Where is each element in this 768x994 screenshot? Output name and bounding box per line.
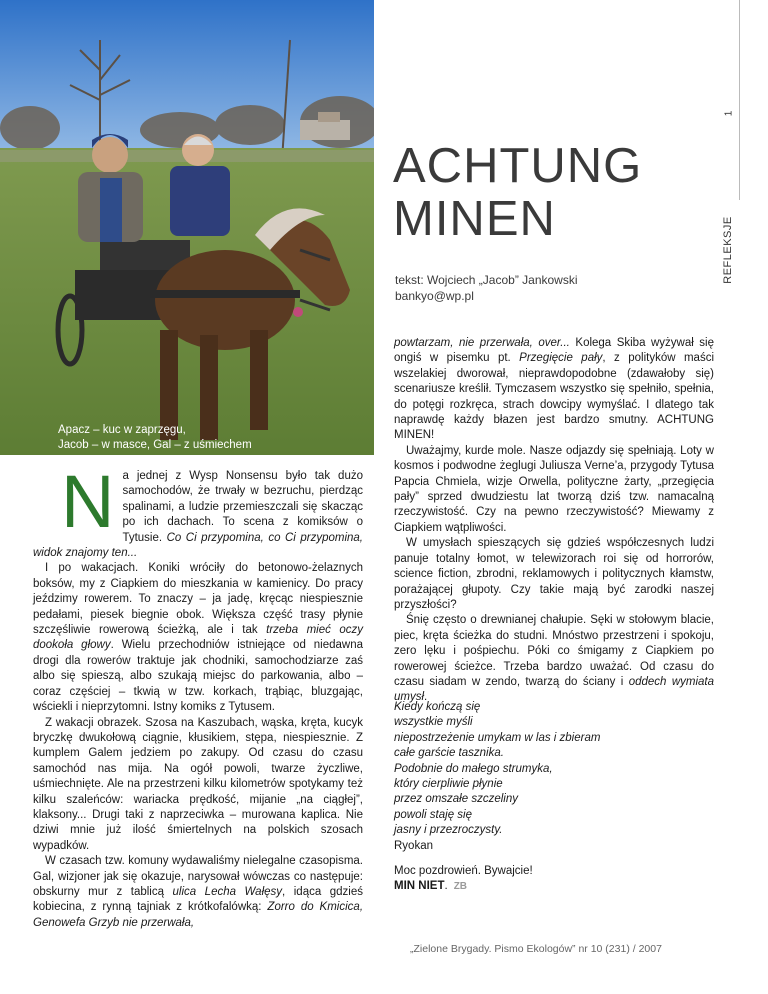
closing [394, 864, 694, 895]
poem-line: jasny i przezroczysty. [394, 824, 503, 837]
title-line: ACHTUNG [393, 139, 643, 193]
article-photo [0, 0, 374, 455]
paragraph-text: , z polityków maści wszelakiej dworował, nieprawdopodobne (zdawałoby się) scenariusze kreślił. Tymczasem wszystko się spełniło, spełnia, do potęgi rozkręca, strach dowcipy wymyślać. I dlatego tak naprawdę każdy błazen jest bardzo smutny. ACHTUNG MINEN! [394, 352, 715, 442]
caption-line: Apacz – kuc w zaprzęgu, [58, 424, 186, 436]
paragraph-text: I po wakacjach. Koniki wróciły do betonowo-żelaznych boksów, my z Ciapkiem do mieszkania w kamienicy. Do pracy jeździmy rowerem. To znaczy – ja jadę, kręcąc niespiesznie pedałami, piesek biegnie obok. Większa część trasy płynie szczęśliwie rowerową ścieżką, ale i tak [33, 562, 363, 637]
closing-greeting: Moc pozdrowień. Bywajcie! [394, 865, 533, 877]
drop-cap: N [61, 460, 115, 543]
paragraph-italic: oddech wymiata umysł [394, 675, 714, 704]
author-email: bankyo@wp.pl [395, 289, 474, 303]
poem-line: Kiedy kończą się [394, 701, 481, 713]
body-column-right [394, 336, 714, 706]
paragraph-text: , idąca gdzieś kobiecina, z rynną tajniak z krótkofalówką: [33, 885, 363, 914]
paragraph-italic: Co Ci przypomina, co Ci przypomina, widok znajomy ten... [33, 531, 363, 560]
paragraph [33, 460, 363, 561]
author: tekst: Wojciech „Jacob” Jankowski [395, 273, 578, 287]
paragraph-italic: ulica Lecha Wałęsy [172, 885, 283, 898]
paragraph-italic: Przegięcie pały [519, 352, 603, 365]
poem [394, 700, 694, 854]
poem-author: Ryokan [394, 839, 433, 852]
caption-line: Jacob – w masce, Gal – z uśmiechem [58, 439, 252, 451]
paragraph-italic: powtarzam, nie przerwała, over... [394, 337, 570, 349]
byline [395, 272, 578, 304]
paragraph-text: a jednej z Wysp Nonsensu było tak dużo samochodów, że trwały w bezruchu, pierdząc spalinami, a ludzie przemieszczali się skacząc po ich dachach. To scena z komiksów o Tytusie. [122, 470, 363, 544]
end-mark-icon: ZB [453, 881, 468, 893]
poem-line: wszystkie myśli [394, 716, 473, 729]
closing-period: . [444, 880, 448, 893]
closing-signoff-line [394, 879, 694, 894]
poem-line: przez omszałe szczeliny [394, 793, 518, 806]
poem-line: Podobnie do małego strumyka, [394, 762, 553, 775]
paragraph-text: Śnię często o drewnianej chałupie. Sęki w stołowym blacie, piec, kręta ścieżka do studni. Mnóstwo przestrzeni i spokoju, zero lęku i pośpiechu. Póki co śmigamy z Ciapkiem po rowerowej ścieżce. Trzeba bardzo uważać. Od czasu do czasu siadam w zendo, twarzą do ściany i [394, 614, 714, 688]
article-title [393, 140, 713, 246]
paragraph [33, 716, 363, 855]
paragraph [394, 613, 714, 705]
paragraph [394, 536, 714, 613]
title-line: MINEN [393, 192, 556, 246]
paragraph [33, 561, 363, 715]
paragraph-italic: trzeba mieć oczy dookoła głowy [33, 624, 364, 652]
body-column-left [33, 460, 364, 931]
paragraph-text: W czasach tzw. komuny wydawaliśmy nielegalne czasopisma. Gal, wizjoner jak się okazuje, narysował wówczas co następuje: obskurny mur z tablicą [33, 855, 363, 898]
paragraph [394, 336, 714, 444]
paragraph [33, 854, 363, 931]
page-number: 1 [723, 110, 735, 117]
poem-line: całe garście tasznika. [394, 747, 504, 760]
closing-signoff: MIN NIET [394, 880, 445, 893]
paragraph-text: . Wielu przechodniów istniejące od niedawna drogi dla rowerów traktuje jak chodniki, samochodziarze zaś albo się spieszą, albo szukają miejsc do parkowania, albo – coraz częściej – tkwią w tzw. korkach, trąbiąc, bluzgając, wściekli i nieprzytomni. Istny komiks z Tytusem. [33, 639, 363, 714]
paragraph-italic: Zorro do Kmicica, Genowefa Grzyb nie przerwała, [33, 901, 364, 929]
paragraph-text: W umysłach spieszących się gdzieś współczesnych ludzi panuje totalny łomot, w telewizorach roi się od horrorów, science fiction, zbrodni, reklamowych i politycznych kłamstw, porażającej głupoty. Czy takie mają być zarodki naszej przyszłości? [394, 537, 714, 611]
paragraph-text: Uważajmy, kurde mole. Nasze odjazdy się spełniają. Loty w kosmos i podwodne żeglugi Juliusza Verne’a, przygody Tytusa Papcia Chmiela, wizje Orwella, polityczne żarty, „przegięcia pały” sprzed dwudziestu lat tworzą dziś tzw. namacalną rzeczywistość. Czy na pewno rzeczywistość? Miewamy z Ciapkiem wątpliwości. [394, 444, 714, 534]
paragraph-text: Z wakacji obrazek. Szosa na Kaszubach, wąska, kręta, kucyk bryczkę dwukołową ciągnie, kłusikiem, stępa, niespiesznie. Z kumplem Galem jedziem po zakupy. Od czasu do czasu samochód nas mija. Na ogół powoli, twarze życzliwe, uśmiechnięte. Ale na przestrzeni kilku kilometrów spotykamy też kilku szaleńców: wariacka prędkość, mijanie „na ciągłej”, klaksony... Drugi taki z naprzeciwka – murowana kaplica. Nie dziwi mnie już ilość śmiertelnych na polskich szosach wypadków. [33, 716, 363, 852]
paragraph [394, 444, 714, 536]
photo-caption [58, 423, 358, 453]
photo-illustration [0, 0, 374, 455]
section-label [718, 200, 738, 300]
paragraph-text: Kolega Skiba wyżywał się ongiś w pisemku pt. [394, 337, 714, 365]
poem-line: powoli staję się [394, 808, 472, 821]
paragraph-text: . [424, 691, 428, 704]
poem-line: który cierpliwie płynie [394, 778, 503, 791]
section-label-text: REFLEKSJE [722, 216, 734, 284]
poem-line: niepostrzeżenie umykam w las i zbieram [394, 731, 601, 744]
section-rule [739, 0, 740, 200]
publication-footer: „Zielone Brygady. Pismo Ekologów” nr 10 (231) / 2007 [410, 943, 662, 955]
